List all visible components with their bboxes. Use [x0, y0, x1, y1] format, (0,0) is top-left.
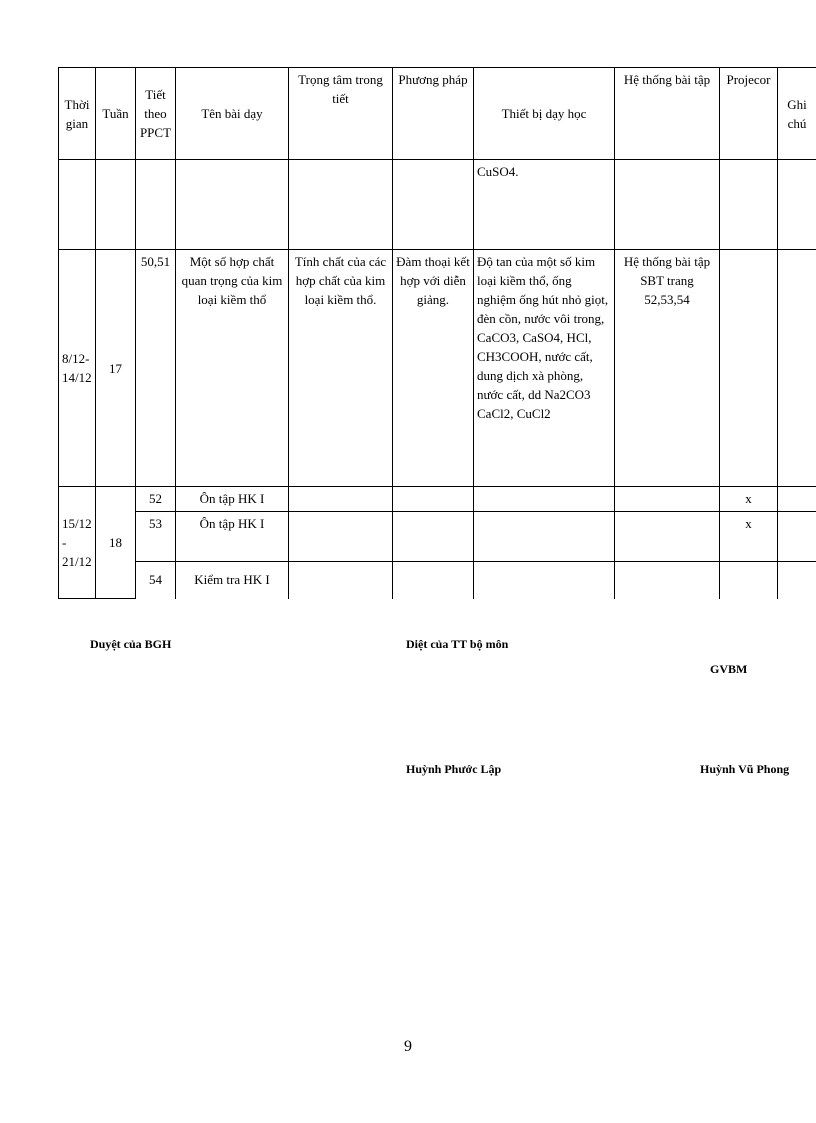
header-he-thong: Hệ thống bài tập — [615, 68, 720, 160]
header-projector: Projecor — [720, 68, 778, 160]
signer-gv-name: Huỳnh Vũ Phong — [700, 762, 790, 776]
cell-thiet-bi: CuSO4. — [474, 160, 615, 250]
cell-tiet: 52 — [136, 487, 176, 512]
cell-thiet-bi: Độ tan của một số kim loại kiềm thổ, ống nghiệm ống hút nhỏ giọt, đèn cồn, nước vôi trong, CaCO3, CaSO4, HCl, CH3COOH, nước cất, dung dịch xà phòng, nước cất, dd Na2CO3 CaCl2, CuCl2 — [474, 250, 615, 487]
cell-tiet: 50,51 — [136, 250, 176, 487]
cell-he-thong: Hệ thống bài tập SBT trang 52,53,54 — [615, 250, 720, 487]
cell-tuan: 18 — [96, 487, 136, 599]
teacher-label: GVBM — [710, 662, 748, 676]
header-phuong-phap: Phương pháp — [393, 68, 474, 160]
header-trong-tam: Trọng tâm trong tiết — [289, 68, 393, 160]
approval-tt-label: Diệt của TT bộ môn — [406, 637, 509, 651]
cell-trong-tam: Tính chất của các hợp chất của kim loại kiềm thổ. — [289, 250, 393, 487]
table-row — [59, 487, 816, 512]
cell-phuong-phap: Đàm thoại kết hợp với diễn giảng. — [393, 250, 474, 487]
header-tiet: Tiết theo PPCT — [136, 68, 176, 160]
table-row — [59, 250, 816, 487]
cell-ten-bai: Một số hợp chất quan trọng của kim loại kiềm thổ — [176, 250, 289, 487]
cell-tiet: 54 — [136, 562, 176, 599]
table-row — [59, 562, 816, 599]
cell-thoi-gian: 8/12-14/12 — [59, 250, 96, 487]
cell-ten-bai: Kiểm tra HK I — [176, 562, 289, 599]
cell-tiet: 53 — [136, 512, 176, 562]
table-row — [59, 512, 816, 562]
cell-projector: x — [720, 512, 778, 562]
header-row — [59, 68, 816, 160]
cell-ten-bai: Ôn tập HK I — [176, 487, 289, 512]
signer-tt-name: Huỳnh Phước Lập — [406, 762, 502, 776]
header-ghi-chu: Ghi chú — [778, 68, 816, 160]
cell-projector: x — [720, 487, 778, 512]
page-number: 9 — [404, 1038, 412, 1055]
header-thiet-bi: Thiết bị dạy học — [474, 68, 615, 160]
cell-tuan: 17 — [96, 250, 136, 487]
cell-ten-bai: Ôn tập HK I — [176, 512, 289, 562]
header-tuan: Tuần — [96, 68, 136, 160]
header-thoi-gian: Thời gian — [59, 68, 96, 160]
cell-thoi-gian: 15/12 - 21/12 — [59, 487, 96, 599]
approval-bgh-label: Duyệt của BGH — [90, 637, 172, 651]
lesson-plan-table — [58, 67, 816, 599]
header-ten-bai: Tên bài dạy — [176, 68, 289, 160]
table-row — [59, 160, 816, 250]
